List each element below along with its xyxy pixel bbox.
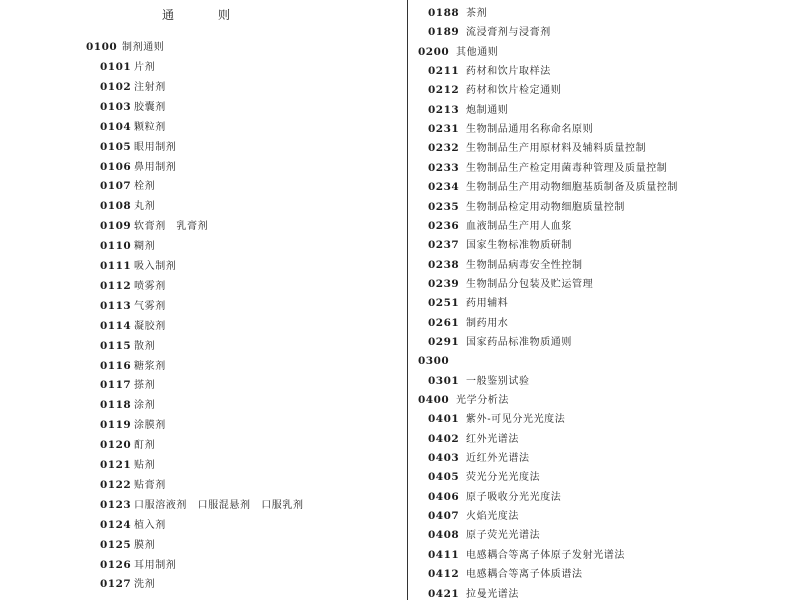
entry-code: 0117: [100, 379, 132, 392]
entry-title: 一般鉴别试验: [466, 375, 530, 387]
toc-entry[interactable]: [428, 314, 508, 332]
entry-code: 0239: [428, 277, 460, 290]
entry-code: 0121: [100, 459, 132, 471]
section-heading-row: [418, 43, 498, 61]
entry-title: 搽剂: [134, 380, 156, 392]
entry-code: 0110: [100, 240, 132, 253]
entry-title: 凝胶剂: [134, 320, 166, 332]
toc-entry[interactable]: [100, 496, 304, 514]
entry-title: 药用辅料: [466, 298, 509, 310]
entry-code: 0109: [100, 220, 132, 233]
toc-entry[interactable]: [100, 98, 166, 116]
toc-entry[interactable]: [428, 139, 646, 157]
entry-title: 酊剂: [134, 440, 156, 452]
entry-code: 0411: [428, 548, 460, 561]
toc-entry[interactable]: [100, 217, 208, 235]
entry-code: 0122: [100, 478, 132, 491]
entry-title: 电感耦合等离子体质谱法: [466, 569, 583, 581]
section-heading-row: [418, 391, 509, 409]
entry-title: 生物制品检定用动物细胞质量控制: [466, 201, 625, 213]
entry-code: 0231: [428, 123, 460, 136]
section-title: 光学分析法: [456, 395, 509, 406]
entry-code: 0127: [100, 578, 132, 591]
entry-title: 生物制品生产用原材料及辅料质量控制: [466, 143, 647, 155]
entry-title: 流浸膏剂与浸膏剂: [466, 27, 551, 39]
entry-title: 贴膏剂: [134, 479, 166, 491]
entry-code: 0112: [100, 279, 132, 292]
toc-entry[interactable]: [428, 178, 678, 196]
entry-code: 0106: [100, 160, 132, 173]
entry-title: 原子吸收分光光度法: [466, 491, 562, 503]
entry-code: 0101: [100, 61, 132, 73]
entry-code: 0291: [428, 335, 460, 348]
column-divider: [407, 0, 408, 600]
entry-title: 近红外光谱法: [466, 453, 530, 465]
toc-entry[interactable]: [100, 456, 155, 474]
entry-code: 0261: [428, 316, 460, 329]
entry-title: 涂膜剂: [134, 420, 166, 432]
entry-code: 0111: [100, 260, 132, 272]
entry-title: 制药用水: [466, 317, 509, 329]
entry-code: 0115: [100, 339, 132, 352]
toc-entry[interactable]: [100, 297, 166, 315]
entry-title: 火焰光度法: [466, 511, 519, 523]
entry-code: 0107: [100, 180, 132, 193]
toc-entry[interactable]: [100, 118, 166, 136]
entry-title: 生物制品通用名称命名原则: [466, 124, 594, 136]
entry-code: 0238: [428, 258, 460, 271]
entry-title: 耳用制剂: [134, 559, 177, 571]
toc-entry[interactable]: [100, 575, 155, 593]
entry-title: 生物制品分包装及贮运管理: [466, 278, 594, 290]
entry-title: 国家药品标准物质通则: [466, 336, 572, 348]
toc-entry[interactable]: [100, 436, 155, 454]
entry-code: 0118: [100, 399, 132, 412]
toc-entry[interactable]: [428, 333, 572, 351]
toc-entry[interactable]: [100, 476, 166, 494]
entry-title: 口服溶液剂 口服混悬剂 口服乳剂: [134, 499, 304, 511]
entry-title: 荧光分光光度法: [466, 472, 541, 484]
toc-entry[interactable]: [428, 23, 551, 41]
entry-title: 气雾剂: [134, 300, 166, 312]
entry-code: 0125: [100, 538, 132, 551]
entry-title: 糊剂: [134, 241, 156, 253]
entry-code: 0211: [428, 65, 460, 78]
toc-entry[interactable]: [428, 236, 572, 254]
entry-code: 0405: [428, 471, 460, 484]
toc-entry[interactable]: [100, 396, 155, 414]
entry-title: 原子荧光光谱法: [466, 530, 541, 542]
toc-entry[interactable]: [100, 277, 166, 295]
entry-code: 0406: [428, 490, 460, 503]
entry-code: 0102: [100, 80, 132, 93]
entry-code: 0251: [428, 297, 460, 310]
section-title: 其他通则: [456, 46, 499, 58]
entry-code: 0232: [428, 142, 460, 155]
entry-code: 0236: [428, 219, 460, 232]
entry-title: 注射剂: [134, 81, 166, 93]
entry-title: 药材和饮片检定通则: [466, 85, 562, 97]
toc-entry[interactable]: [100, 58, 155, 76]
entry-code: 0233: [428, 161, 460, 174]
toc-entry[interactable]: [100, 536, 155, 554]
entry-code: 0212: [428, 84, 460, 97]
entry-title: 散剂: [134, 340, 156, 352]
entry-code: 0234: [428, 181, 460, 194]
entry-title: 丸剂: [134, 201, 156, 213]
toc-entry[interactable]: [100, 78, 166, 96]
toc-entry[interactable]: [100, 516, 166, 534]
toc-entry[interactable]: [428, 256, 583, 274]
entry-title: 药材和饮片取样法: [466, 66, 551, 78]
entry-title: 片剂: [134, 62, 156, 73]
entry-code: 0104: [100, 120, 132, 133]
toc-entry[interactable]: [100, 177, 155, 195]
toc-entry[interactable]: [428, 101, 508, 119]
toc-entry[interactable]: [100, 257, 176, 275]
entry-title: 炮制通则: [466, 104, 509, 116]
entry-code: 0124: [100, 518, 132, 531]
entry-code: 0113: [100, 299, 132, 312]
entry-title: 电感耦合等离子体原子发射光谱法: [466, 549, 625, 561]
entry-title: 拉曼光谱法: [466, 588, 519, 600]
entry-title: 胶囊剂: [134, 101, 166, 113]
entry-code: 0401: [428, 413, 460, 426]
toc-entry[interactable]: [428, 217, 572, 235]
entry-title: 生物制品生产用动物细胞基质制备及质量控制: [466, 182, 678, 194]
toc-entry[interactable]: [428, 294, 508, 312]
section-heading-row: [86, 38, 164, 56]
entry-code: 0105: [100, 140, 132, 153]
entry-code: 0119: [100, 419, 132, 432]
entry-title: 茶剂: [466, 8, 488, 19]
section-code: 0200: [418, 45, 450, 58]
toc-entry[interactable]: [428, 546, 625, 564]
toc-entry[interactable]: [428, 468, 540, 486]
page-heading: 通 则: [161, 8, 246, 22]
toc-entry[interactable]: [100, 416, 166, 434]
toc-entry[interactable]: [100, 197, 155, 215]
toc-entry[interactable]: [428, 159, 667, 177]
section-code: 0400: [418, 394, 450, 406]
entry-title: 紫外-可见分光光度法: [466, 414, 566, 426]
toc-entry[interactable]: [428, 430, 519, 448]
entry-code: 0402: [428, 432, 460, 445]
entry-code: 0403: [428, 452, 460, 465]
entry-code: 0407: [428, 510, 460, 523]
toc-entry[interactable]: [428, 526, 540, 544]
entry-code: 0301: [428, 374, 460, 387]
entry-code: 0126: [100, 558, 132, 571]
entry-code: 0108: [100, 200, 132, 213]
toc-entry[interactable]: [428, 120, 593, 138]
entry-title: 涂剂: [134, 400, 156, 412]
entry-code: 0408: [428, 529, 460, 542]
toc-entry[interactable]: [428, 565, 583, 583]
toc-entry[interactable]: [100, 376, 155, 394]
toc-entry[interactable]: [428, 81, 561, 99]
entry-title: 眼用制剂: [134, 141, 177, 153]
entry-title: 贴剂: [134, 460, 156, 471]
section-code: 0100: [86, 41, 118, 53]
toc-entry[interactable]: [100, 317, 166, 335]
toc-entry[interactable]: [428, 198, 625, 216]
toc-entry[interactable]: [428, 507, 519, 525]
entry-title: 软膏剂 乳膏剂: [134, 221, 209, 233]
entry-title: 颗粒剂: [134, 121, 166, 133]
entry-code: 0235: [428, 200, 460, 213]
toc-entry[interactable]: [428, 372, 530, 390]
entry-title: 生物制品病毒安全性控制: [466, 259, 583, 271]
entry-code: 0213: [428, 103, 460, 116]
entry-title: 吸入制剂: [134, 261, 177, 272]
entry-code: 0421: [428, 587, 460, 600]
entry-code: 0114: [100, 319, 132, 332]
entry-code: 0412: [428, 568, 460, 581]
toc-entry[interactable]: [100, 138, 176, 156]
toc-entry[interactable]: [428, 4, 487, 22]
entry-title: 洗剂: [134, 579, 156, 591]
section-code: 0300: [418, 355, 450, 368]
entry-code: 0120: [100, 439, 132, 452]
entry-code: 0237: [428, 239, 460, 252]
entry-title: 血液制品生产用人血浆: [466, 220, 572, 232]
toc-entry[interactable]: [428, 275, 593, 293]
entry-title: 鼻用制剂: [134, 161, 177, 173]
toc-entry[interactable]: [100, 556, 176, 574]
toc-entry[interactable]: [100, 337, 155, 355]
entry-code: 0189: [428, 26, 460, 39]
entry-code: 0116: [100, 359, 132, 372]
toc-entry[interactable]: [428, 488, 561, 506]
entry-title: 红外光谱法: [466, 433, 519, 445]
entry-title: 喷雾剂: [134, 280, 166, 292]
entry-title: 膜剂: [134, 539, 156, 551]
section-heading-row: [418, 352, 456, 370]
entry-code: 0103: [100, 100, 132, 113]
entry-title: 栓剂: [134, 181, 156, 193]
section-title: 制剂通则: [122, 42, 165, 53]
toc-entry[interactable]: [100, 357, 166, 375]
entry-code: 0123: [100, 498, 132, 511]
toc-entry[interactable]: [428, 62, 551, 80]
entry-title: 糖浆剂: [134, 360, 166, 372]
toc-entry[interactable]: [428, 410, 565, 428]
entry-title: 生物制品生产检定用菌毒种管理及质量控制: [466, 162, 668, 174]
toc-entry[interactable]: [100, 237, 155, 255]
toc-entry[interactable]: [428, 449, 530, 467]
entry-title: 国家生物标准物质研制: [466, 240, 572, 252]
entry-title: 植入剂: [134, 519, 166, 531]
entry-code: 0188: [428, 7, 460, 19]
toc-entry[interactable]: [100, 158, 176, 176]
